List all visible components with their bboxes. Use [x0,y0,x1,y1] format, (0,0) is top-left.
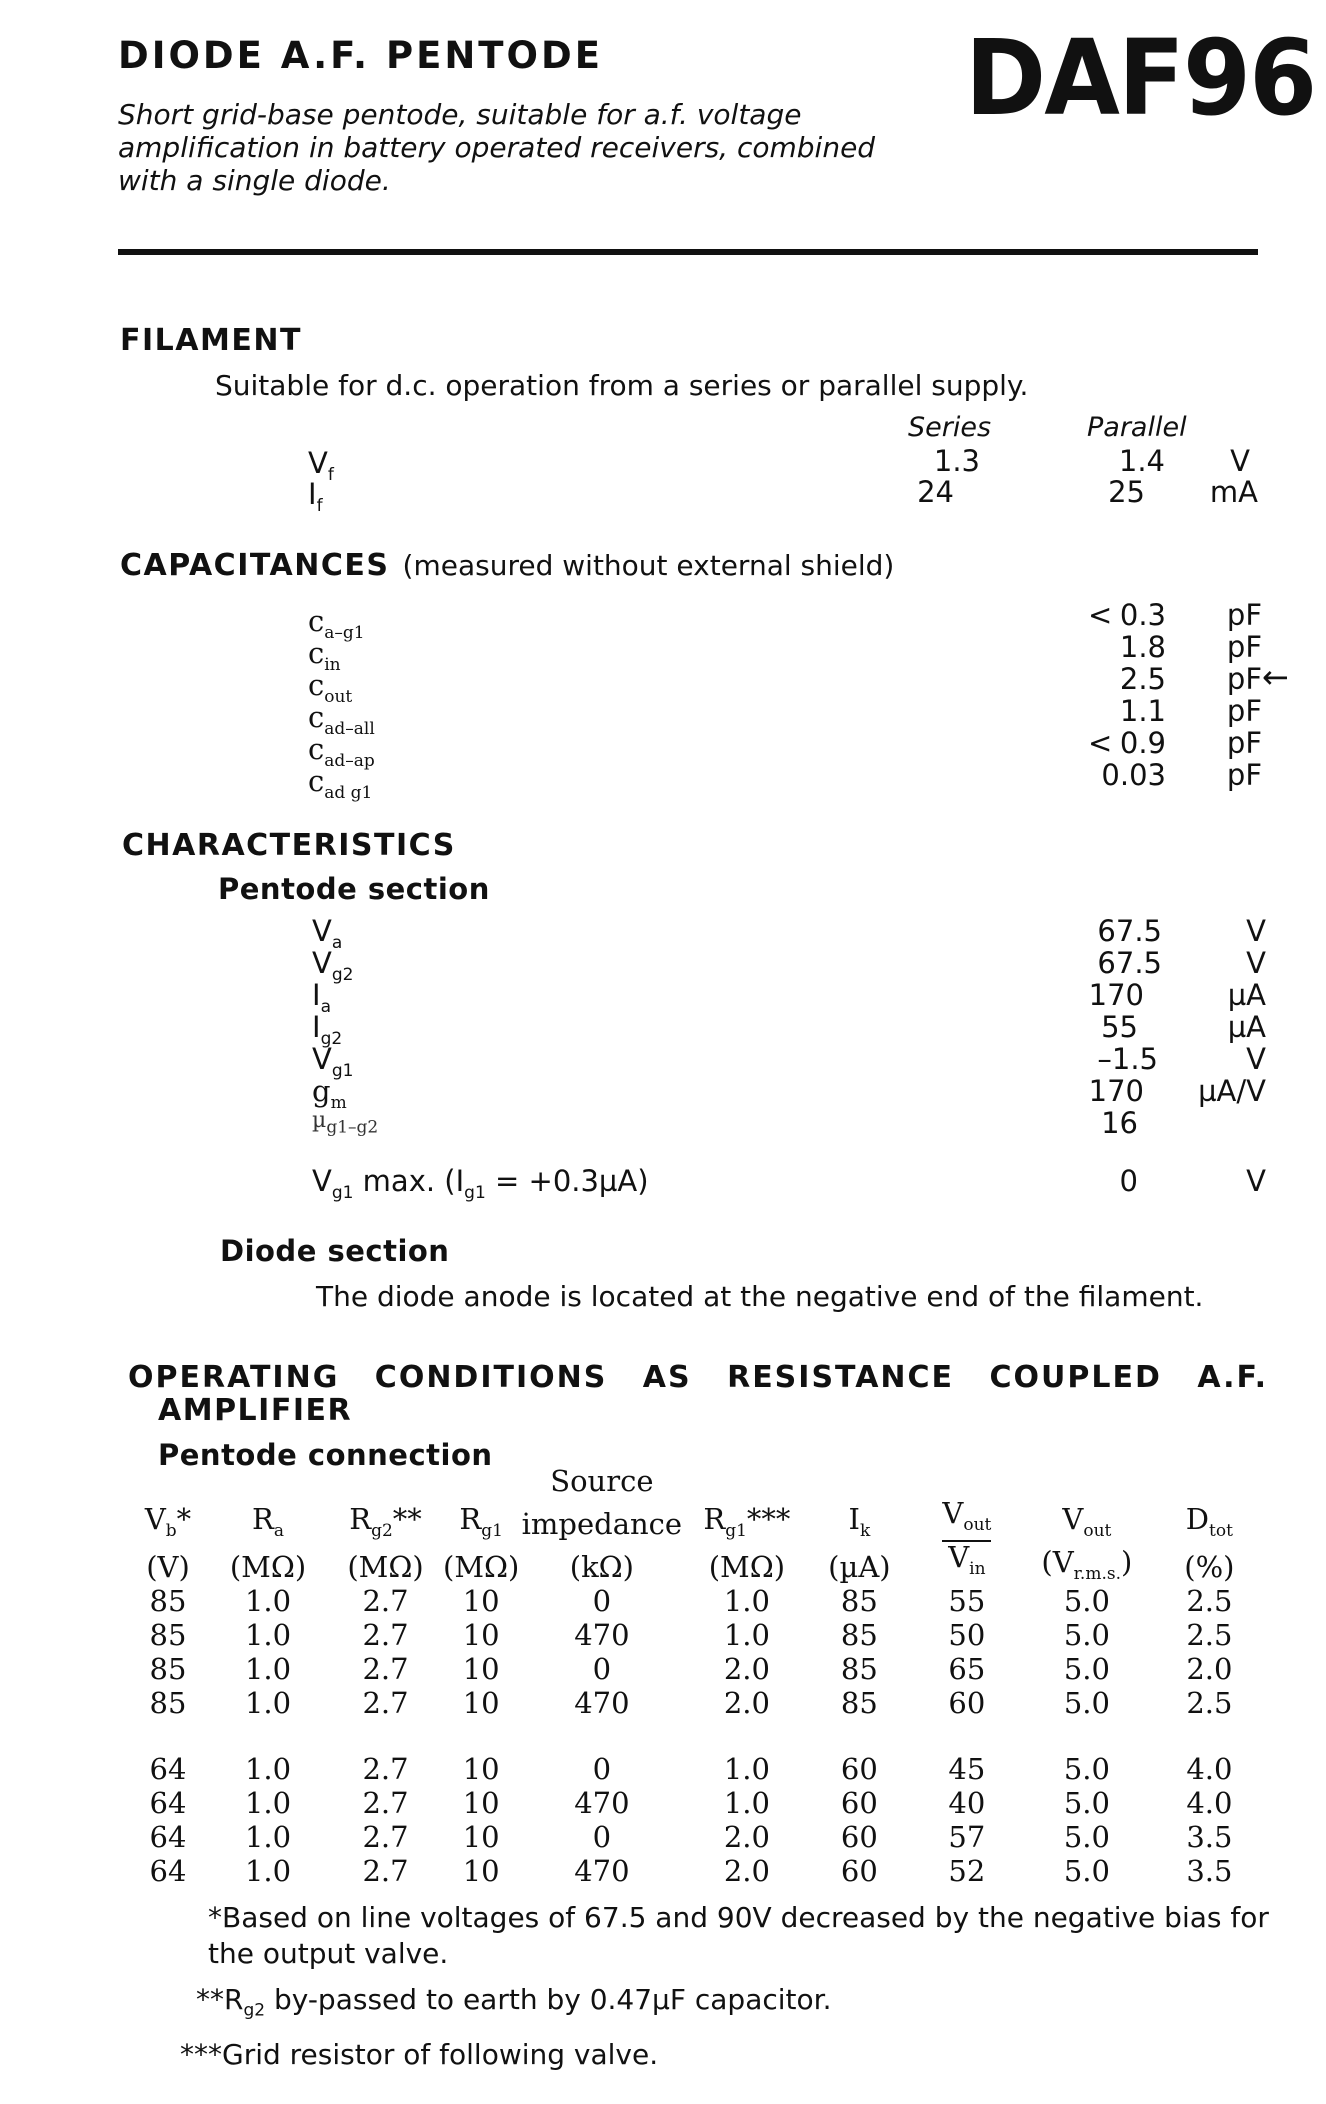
characteristic-value: 67.5 [1097,946,1162,980]
column-unit: (%) [1184,1549,1235,1584]
characteristic-symbol: $V_a$ [312,914,343,953]
characteristic-value: 55 [1101,1010,1138,1044]
table-cell: 52 [948,1853,986,1888]
valve-type-code: DAF96 [965,17,1316,139]
capacitances-heading-note: (measured without external shield) [402,549,895,582]
table-cell: 1.0 [244,1785,292,1820]
table-cell: 1.0 [244,1819,292,1854]
table-cell: 60 [840,1751,878,1786]
table-cell: 55 [948,1583,986,1618]
column-header: $R_{g1}$ [459,1502,503,1541]
table-cell: 60 [840,1785,878,1820]
capacitance-value: 1.8 [1119,630,1166,664]
capacitance-value: 2.5 [1119,662,1166,696]
filament-row-symbol: $I_f$ [308,477,323,516]
filament-series-value: 24 [917,475,954,509]
column-header: $R_a$ [252,1502,284,1541]
column-header: $D_{tot}$ [1185,1502,1233,1541]
table-row [128,1820,1269,1854]
vg1-max-unit: V [1246,1164,1266,1198]
capacitance-unit: pF [1226,662,1262,696]
column-header: $R_{g2}**$ [349,1502,422,1541]
capacitance-unit: pF [1226,598,1262,632]
table-cell: 1.0 [723,1583,770,1618]
table-cell: 470 [574,1853,630,1888]
table-cell: 2.7 [362,1785,409,1820]
capacitances-header [120,548,894,583]
capacitance-prefix: < [1088,598,1113,632]
characteristic-unit: µA [1227,1010,1266,1044]
vg1-max-label: $V_{g1}$ max. $(I_{g1} = +0.3\mu A)$ [312,1164,649,1203]
table-cell: 10 [462,1583,500,1618]
footnote-3: ***Grid resistor of following valve. [180,2038,659,2071]
footnote-1: *Based on line voltages of 67.5 and 90V decreased by the negative bias for the output valve. [208,1901,1269,1970]
table-cell: 85 [840,1651,878,1686]
table-cell: 0 [592,1751,612,1786]
diode-section-heading: Diode section [220,1234,450,1268]
table-cell: 5.0 [1063,1685,1110,1720]
table-cell: 64 [149,1819,187,1854]
filament-col-parallel: Parallel [1087,412,1187,443]
column-unit: (V) [146,1549,190,1584]
table-cell: 5.0 [1063,1651,1110,1686]
characteristic-symbol: $V_{g2}$ [312,946,354,985]
table-cell: 1.0 [723,1617,770,1652]
table-cell: 0 [592,1583,612,1618]
capacitance-unit: pF [1226,694,1262,728]
column-header: impedance [521,1506,683,1541]
table-cell: 1.0 [244,1751,292,1786]
valve-description: Short grid-base pentode, suitable for a.f. voltage amplification in battery operated receivers, combined with a single diode. [118,98,876,197]
table-cell: 64 [149,1853,187,1888]
spacer-cell [128,1720,1269,1752]
table-cell: 2.7 [362,1651,409,1686]
table-group-spacer [128,1720,1269,1752]
filament-col-series: Series [908,412,992,443]
table-row [128,1584,1269,1618]
table-units-row [128,1541,1269,1584]
table-cell: 85 [840,1685,878,1720]
column-unit: $(V_{r.m.s.})$ [1041,1544,1133,1584]
table-cell: 85 [840,1617,878,1652]
pentode-connection-heading: Pentode connection [158,1438,493,1472]
filament-parallel-value: 25 [1108,475,1145,509]
table-cell: 1.0 [244,1651,292,1686]
column-header: $\frac{V_{out}}{V_{in}}$ [942,1496,992,1579]
table-cell: 85 [149,1617,187,1652]
table-cell: 2.0 [723,1685,770,1720]
filament-heading: FILAMENT [120,323,302,358]
table-cell: 57 [948,1819,986,1854]
table-cell: 1.0 [244,1685,292,1720]
characteristic-symbol: $V_{g1}$ [312,1042,354,1081]
capacitance-unit: pF [1226,726,1262,760]
table-cell: 2.0 [723,1853,770,1888]
characteristic-value: 170 [1088,978,1144,1012]
table-cell: 60 [948,1685,986,1720]
table-cell: 470 [574,1617,630,1652]
table-cell: 2.0 [723,1651,770,1686]
table-row [128,1618,1269,1652]
table-cell: 85 [149,1651,187,1686]
filament-parallel-value: 1.4 [1118,444,1165,478]
filament-row-symbol: $V_f$ [308,446,334,485]
capacitance-symbol: $c_{ad g1}$ [308,764,373,803]
capacitance-unit: pF [1226,630,1262,664]
operating-conditions-table [128,1464,1269,1888]
table-cell: 2.7 [362,1819,409,1854]
capacitance-value: 0.9 [1119,726,1166,760]
footnote-2: $**R_{g2}$ by-passed to earth by 0.47µF capacitor. [196,1983,832,2021]
table-cell: 10 [462,1685,500,1720]
table-row [128,1652,1269,1686]
table-cell: 45 [948,1751,986,1786]
characteristic-unit: V [1246,946,1266,980]
table-cell: 2.7 [362,1853,409,1888]
table-cell: 50 [948,1617,986,1652]
characteristic-unit: µA/V [1198,1074,1266,1108]
table-cell: 10 [462,1853,500,1888]
column-header: $V_b*$ [144,1502,192,1541]
capacitance-symbol: $c_{in}$ [308,636,341,675]
column-unit: (kΩ) [569,1549,634,1584]
table-cell: 2.7 [362,1751,409,1786]
filament-series-value: 1.3 [933,444,980,478]
table-cell: 3.5 [1186,1853,1233,1888]
table-cell: 10 [462,1751,500,1786]
table-cell: 85 [149,1685,187,1720]
table-cell: 1.0 [244,1853,292,1888]
characteristic-symbol: $I_a$ [312,978,331,1017]
column-header: $V_{out}$ [1062,1502,1112,1541]
table-cell: 470 [574,1785,630,1820]
table-cell: 85 [840,1583,878,1618]
table-cell: 60 [840,1819,878,1854]
table-cell: 1.0 [723,1785,770,1820]
table-cell: 1.0 [723,1751,770,1786]
capacitance-symbol: $c_{ad-all}$ [308,700,375,739]
table-cell: 64 [149,1751,187,1786]
table-cell: 4.0 [1186,1751,1233,1786]
table-cell: 1.0 [244,1617,292,1652]
column-unit: (MΩ) [708,1549,786,1584]
header-divider [118,249,1258,255]
characteristic-value: 170 [1088,1074,1144,1108]
filament-unit: mA [1209,475,1258,509]
capacitance-unit: pF [1226,758,1262,792]
column-unit: (MΩ) [347,1549,424,1584]
capacitance-symbol: $c_{a-g1}$ [308,604,365,643]
column-header: Source [550,1464,654,1498]
capacitance-value: 0.3 [1119,598,1166,632]
table-cell: 2.5 [1186,1617,1233,1652]
arrow-left-icon: ← [1262,658,1289,696]
filament-note: Suitable for d.c. operation from a series or parallel supply. [215,369,1029,402]
table-header-row [128,1498,1269,1541]
capacitance-prefix: < [1088,726,1113,760]
table-row [128,1786,1269,1820]
characteristic-value: –1.5 [1097,1042,1158,1076]
characteristic-unit: V [1246,1042,1266,1076]
column-unit: (MΩ) [229,1549,307,1584]
table-cell: 2.0 [723,1819,770,1854]
table-cell: 5.0 [1063,1583,1110,1618]
table-cell: 40 [948,1785,986,1820]
table-cell: 2.0 [1186,1651,1233,1686]
table-cell: 0 [592,1819,612,1854]
pentode-section-heading: Pentode section [218,872,490,906]
column-header: $R_{g1}***$ [703,1502,791,1541]
characteristics-heading: CHARACTERISTICS [122,828,456,863]
vg1-max-value: 0 [1119,1164,1138,1198]
capacitance-value: 1.1 [1119,694,1166,728]
table-cell: 5.0 [1063,1751,1110,1786]
column-header: $I_k$ [848,1502,871,1541]
operating-heading-continued: AMPLIFIER [158,1393,353,1428]
table-header-row [128,1464,1269,1498]
table-cell: 4.0 [1186,1785,1233,1820]
table-cell: 65 [948,1651,986,1686]
table-row [128,1854,1269,1888]
capacitance-value: 0.03 [1101,758,1166,792]
table-cell: 2.5 [1186,1583,1233,1618]
table-cell: 10 [462,1651,500,1686]
table-cell: 2.7 [362,1583,409,1618]
operating-heading: OPERATING CONDITIONS AS RESISTANCE COUPLED A.F. [128,1360,1268,1395]
capacitance-symbol: $c_{ad-ap}$ [308,732,375,771]
table-cell: 10 [462,1617,500,1652]
capacitance-symbol: $c_{out}$ [308,668,353,707]
table-cell: 5.0 [1063,1617,1110,1652]
table-cell: 1.0 [244,1583,292,1618]
characteristic-value: 16 [1101,1106,1138,1140]
filament-unit: V [1230,444,1250,478]
table-cell: 10 [462,1819,500,1854]
table-cell: 2.5 [1186,1685,1233,1720]
table-cell: 470 [574,1685,630,1720]
page-title: DIODE A.F. PENTODE [118,34,603,77]
diode-note: The diode anode is located at the negative end of the filament. [316,1280,1204,1313]
characteristic-unit: µA [1227,978,1266,1012]
table-cell: 5.0 [1063,1853,1110,1888]
capacitances-heading: CAPACITANCES [120,548,390,583]
characteristic-symbol: µ$_{g1-g2}$ [312,1108,379,1138]
table-cell: 0 [592,1651,612,1686]
table-cell: 5.0 [1063,1785,1110,1820]
table-cell: 64 [149,1785,187,1820]
table-cell: 5.0 [1063,1819,1110,1854]
table-row [128,1752,1269,1786]
table-cell: 60 [840,1853,878,1888]
table-row [128,1686,1269,1720]
table-cell: 3.5 [1186,1819,1233,1854]
table-cell: 85 [149,1583,187,1618]
characteristic-value: 67.5 [1097,914,1162,948]
characteristic-symbol: $g_m$ [312,1074,347,1113]
table-cell: 2.7 [362,1617,409,1652]
column-unit: (MΩ) [443,1549,520,1584]
column-unit: (µA) [828,1549,891,1584]
characteristic-symbol: $I_{g2}$ [312,1010,343,1049]
table-cell: 2.7 [362,1685,409,1720]
characteristic-unit: V [1246,914,1266,948]
table-cell: 10 [462,1785,500,1820]
